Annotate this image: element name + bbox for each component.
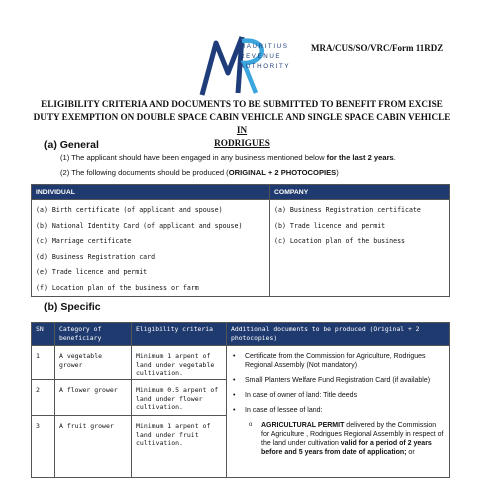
form-reference: MRA/CUS/SO/VRC/Form 11RDZ	[311, 43, 444, 53]
row-category: A fruit grower	[55, 416, 132, 478]
company-docs-cell	[270, 200, 450, 297]
list-item: (a) Business Registration certificate	[274, 206, 421, 214]
row-criteria: Minimum 1 arpent of land under fruit cultivation.	[132, 416, 227, 478]
list-item: (b) Trade licence and permit	[274, 221, 386, 230]
doc-item: • In case of lessee of land:	[231, 406, 445, 415]
doc-item: • In case of owner of land: Title deeds	[231, 391, 445, 400]
list-item: (f) Location plan of the business or farm	[36, 283, 199, 292]
list-item: (d) Business Registration card	[36, 252, 156, 261]
list-item: (b) National Identity Card (of applicant and spouse)	[36, 221, 243, 230]
general-note-2: (2) The following documents should be produced (ORIGINAL + 2 PHOTOCOPIES)	[60, 168, 339, 177]
individual-docs-cell	[32, 200, 270, 297]
col-additional-docs: Additional documents to be produced (Original + 2 photocopies)	[227, 323, 450, 346]
section-specific-heading: (b) Specific	[44, 301, 101, 313]
section-general-heading: (a) General	[44, 139, 99, 151]
logo-wordmark: MAURITIUS REVENUE AUTHORITY	[240, 43, 291, 70]
row-sn: 3	[32, 416, 55, 478]
list-item: (e) Trade licence and permit	[36, 268, 148, 276]
doc-item: • Small Planters Welfare Fund Registration Card (if available)	[231, 376, 445, 385]
col-category: Category of beneficiary	[55, 323, 132, 346]
specific-criteria-table	[31, 322, 450, 478]
row-sn: 1	[32, 346, 55, 380]
row-sn: 2	[32, 380, 55, 416]
row-criteria: Minimum 1 arpent of land under vegetable cultivation.	[132, 346, 227, 380]
col-company: COMPANY	[270, 185, 450, 200]
general-documents-table	[31, 184, 450, 297]
doc-subitem: o AGRICULTURAL PERMIT delivered by the Commission for Agriculture , Rodrigues Regional Assembly in respect of the land under cultivation valid for a period of 2 years before and 5 years from date of application; or	[231, 421, 445, 457]
row-category: A flower grower	[55, 380, 132, 416]
general-note-1: (1) The applicant should have been engaged in any business mentioned below for the last 2 years.	[60, 153, 396, 162]
col-individual: INDIVIDUAL	[32, 185, 270, 200]
col-sn: SN	[32, 323, 55, 346]
document-title: ELIGIBILITY CRITERIA AND DOCUMENTS TO BE SUBMITTED TO BENEFIT FROM EXCISE DUTY EXEMPTION ON DOUBLE SPACE CABIN VEHICLE AND SINGLE SPACE CABIN VEHICLE IN RODRIGUES	[33, 99, 451, 148]
doc-item: • Certificate from the Commission for Agriculture, Rodrigues Regional Assembly (Not mandatory)	[231, 352, 445, 370]
table-row	[32, 346, 450, 380]
row-category: A vegetable grower	[55, 346, 132, 380]
additional-docs-cell	[227, 346, 450, 478]
list-item: (c) Marriage certificate	[36, 237, 132, 245]
col-eligibility: Eligibility criteria	[132, 323, 227, 346]
list-item: (a) Birth certificate (of applicant and spouse)	[36, 206, 223, 214]
list-item: (c) Location plan of the business	[274, 237, 406, 245]
row-criteria: Minimum 0.5 arpent of land under flower cultivation.	[132, 380, 227, 416]
